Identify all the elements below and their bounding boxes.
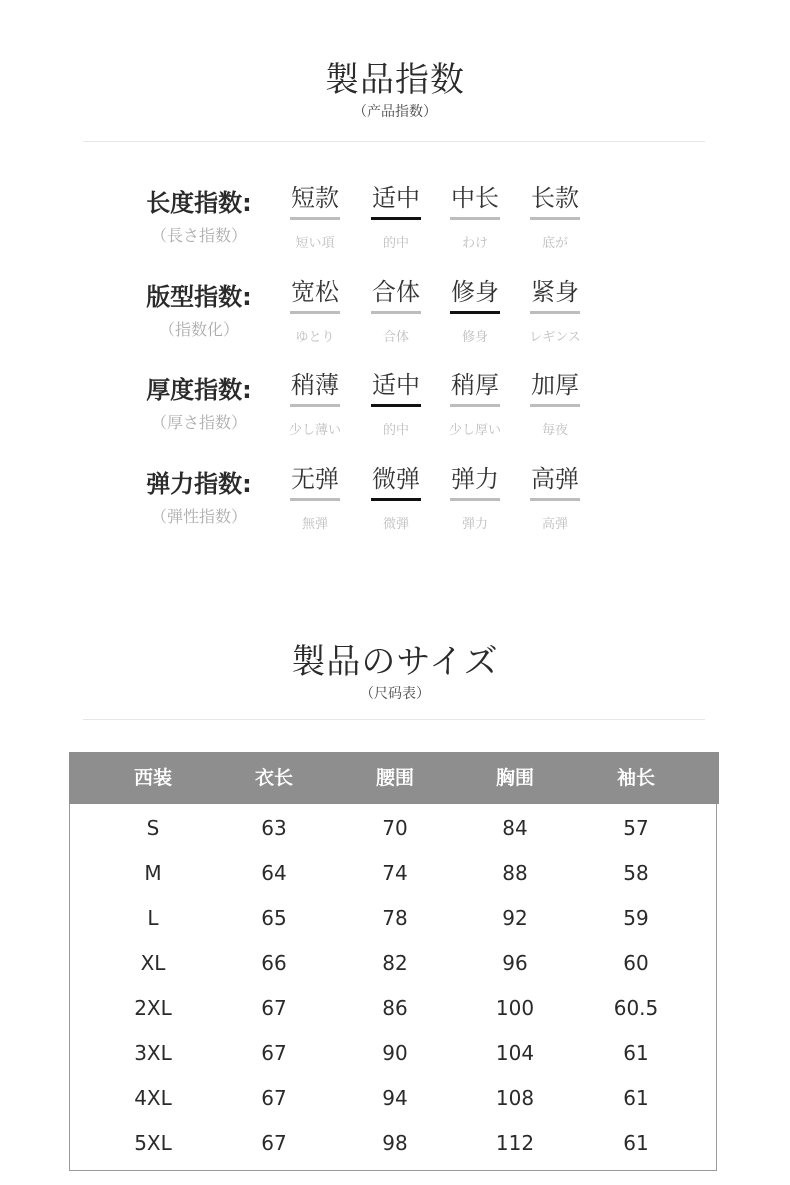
size-table — [69, 752, 717, 1171]
index-option-sublabel: 高弾 — [541, 517, 568, 532]
index-option-bar — [290, 311, 340, 314]
table-row — [70, 851, 718, 896]
table-cell: 92 — [502, 906, 528, 930]
index-option-sublabel: 毎夜 — [541, 423, 568, 438]
index-row — [0, 183, 790, 273]
table-cell: 82 — [382, 951, 408, 975]
table-cell: 58 — [623, 861, 649, 885]
index-option — [275, 277, 355, 345]
table-cell: 60.5 — [613, 996, 659, 1020]
table-cell: 61 — [623, 1086, 649, 1110]
index-option — [275, 370, 355, 438]
table-row — [70, 986, 718, 1031]
index-option — [435, 370, 515, 438]
table-cell: 104 — [495, 1041, 535, 1065]
index-option-sublabel: 少し薄い — [288, 423, 341, 438]
index-row-label: 弹力指数: — [146, 470, 252, 498]
index-option-label: 高弹 — [531, 465, 579, 493]
index-option-sublabel: 微弾 — [382, 517, 409, 532]
index-option-label: 弹力 — [451, 465, 499, 493]
index-option-label: 稍薄 — [291, 371, 339, 399]
index-option-bar — [450, 217, 500, 220]
index-option-sublabel: 的中 — [382, 423, 409, 438]
table-cell: 63 — [261, 816, 287, 840]
index-option — [435, 277, 515, 345]
size-table-header-cell: 衣长 — [254, 767, 293, 789]
index-option-bar — [450, 404, 500, 407]
index-option-sublabel: 短い項 — [295, 236, 335, 251]
table-cell: 67 — [261, 1041, 287, 1065]
index-option-bar — [290, 498, 340, 501]
index-row-sublabel: （厚さ指数） — [150, 413, 247, 432]
index-option-selected-bar — [371, 404, 421, 407]
index-section-subtitle: （产品指数） — [353, 104, 437, 120]
size-table-header-cell: 腰围 — [375, 767, 414, 789]
table-row — [70, 941, 718, 986]
index-option-label: 宽松 — [291, 278, 339, 306]
size-table-header — [69, 752, 719, 804]
table-cell: 59 — [623, 906, 649, 930]
index-option-label: 微弹 — [372, 465, 420, 493]
table-cell: 66 — [261, 951, 287, 975]
index-row-label: 长度指数: — [146, 189, 252, 217]
table-row — [70, 806, 718, 851]
size-section-title: 製品のサイズ — [291, 642, 499, 682]
index-option-bar — [450, 498, 500, 501]
size-table-header-cell: 西装 — [133, 767, 172, 789]
index-option-sublabel: 修身 — [461, 330, 488, 345]
index-option-label: 加厚 — [531, 371, 579, 399]
index-option-bar — [530, 404, 580, 407]
table-row — [70, 1121, 718, 1166]
index-row-label: 版型指数: — [146, 283, 252, 311]
table-cell: 67 — [261, 1086, 287, 1110]
index-option — [356, 370, 436, 438]
index-option-label: 短款 — [291, 184, 339, 212]
index-option-bar — [530, 498, 580, 501]
index-option — [275, 183, 355, 251]
size-section-divider — [83, 719, 705, 720]
index-option-label: 修身 — [451, 278, 499, 306]
index-option — [515, 183, 595, 251]
index-option-sublabel: わけ — [461, 236, 488, 251]
index-option-selected-bar — [371, 217, 421, 220]
table-cell: 3XL — [134, 1041, 172, 1065]
table-cell: 112 — [495, 1131, 535, 1155]
table-row — [70, 1076, 718, 1121]
index-option-label: 中长 — [451, 184, 499, 212]
index-option-sublabel: 少し厚い — [448, 423, 501, 438]
index-option-sublabel: 合体 — [382, 330, 409, 345]
index-option-sublabel: 弾力 — [461, 517, 488, 532]
index-option-bar — [290, 217, 340, 220]
index-option-bar — [530, 217, 580, 220]
index-section-title: 製品指数 — [325, 60, 465, 100]
table-cell: 84 — [502, 816, 528, 840]
table-cell: 74 — [382, 861, 408, 885]
index-option — [515, 277, 595, 345]
table-cell: 86 — [382, 996, 408, 1020]
index-option — [515, 464, 595, 532]
table-cell: 67 — [261, 996, 287, 1020]
table-cell: 60 — [623, 951, 649, 975]
index-option — [435, 183, 515, 251]
index-option — [356, 464, 436, 532]
index-option-sublabel: レギンス — [529, 330, 581, 345]
table-cell: 61 — [623, 1131, 649, 1155]
table-row — [70, 896, 718, 941]
table-cell: M — [144, 861, 162, 885]
index-row — [0, 277, 790, 367]
table-cell: 70 — [382, 816, 408, 840]
table-cell: XL — [140, 951, 166, 975]
index-option-sublabel: 的中 — [382, 236, 409, 251]
table-cell: 98 — [382, 1131, 408, 1155]
index-option-selected-bar — [450, 311, 500, 314]
index-option-bar — [371, 311, 421, 314]
table-cell: 88 — [502, 861, 528, 885]
table-cell: 64 — [261, 861, 287, 885]
index-option-sublabel: 底が — [541, 236, 568, 251]
index-section-divider — [83, 141, 705, 142]
table-cell: 57 — [623, 816, 649, 840]
index-option — [356, 183, 436, 251]
index-row-sublabel: （指数化） — [158, 320, 239, 339]
index-option-label: 适中 — [372, 184, 420, 212]
table-cell: 90 — [382, 1041, 408, 1065]
index-row-sublabel: （長さ指数） — [150, 226, 247, 245]
index-option-label: 长款 — [531, 184, 579, 212]
table-cell: 5XL — [134, 1131, 172, 1155]
index-row — [0, 370, 790, 460]
index-option-label: 紧身 — [531, 278, 579, 306]
table-cell: L — [147, 906, 159, 930]
table-cell: 78 — [382, 906, 408, 930]
table-cell: 108 — [495, 1086, 535, 1110]
index-option-sublabel: 無弾 — [301, 517, 328, 532]
index-option-label: 无弹 — [291, 465, 339, 493]
table-cell: 2XL — [134, 996, 172, 1020]
index-row-sublabel: （弾性指数） — [150, 507, 247, 526]
table-cell: 65 — [261, 906, 287, 930]
index-option — [275, 464, 355, 532]
index-option-label: 适中 — [372, 371, 420, 399]
table-cell: S — [146, 816, 160, 840]
table-cell: 4XL — [134, 1086, 172, 1110]
index-option-label: 稍厚 — [451, 371, 499, 399]
size-table-header-cell: 袖长 — [616, 767, 655, 789]
index-option-selected-bar — [371, 498, 421, 501]
table-cell: 96 — [502, 951, 528, 975]
index-option-bar — [530, 311, 580, 314]
table-cell: 61 — [623, 1041, 649, 1065]
table-cell: 100 — [495, 996, 535, 1020]
size-section-subtitle: （尺码表） — [360, 686, 430, 702]
index-option-label: 合体 — [372, 278, 420, 306]
index-option-sublabel: ゆとり — [295, 330, 335, 345]
index-option-bar — [290, 404, 340, 407]
index-option — [435, 464, 515, 532]
index-row-label: 厚度指数: — [146, 376, 252, 404]
index-option — [515, 370, 595, 438]
index-option — [356, 277, 436, 345]
table-cell: 67 — [261, 1131, 287, 1155]
size-table-header-cell: 胸围 — [495, 767, 534, 789]
table-cell: 94 — [382, 1086, 408, 1110]
table-row — [70, 1031, 718, 1076]
index-row — [0, 464, 790, 554]
